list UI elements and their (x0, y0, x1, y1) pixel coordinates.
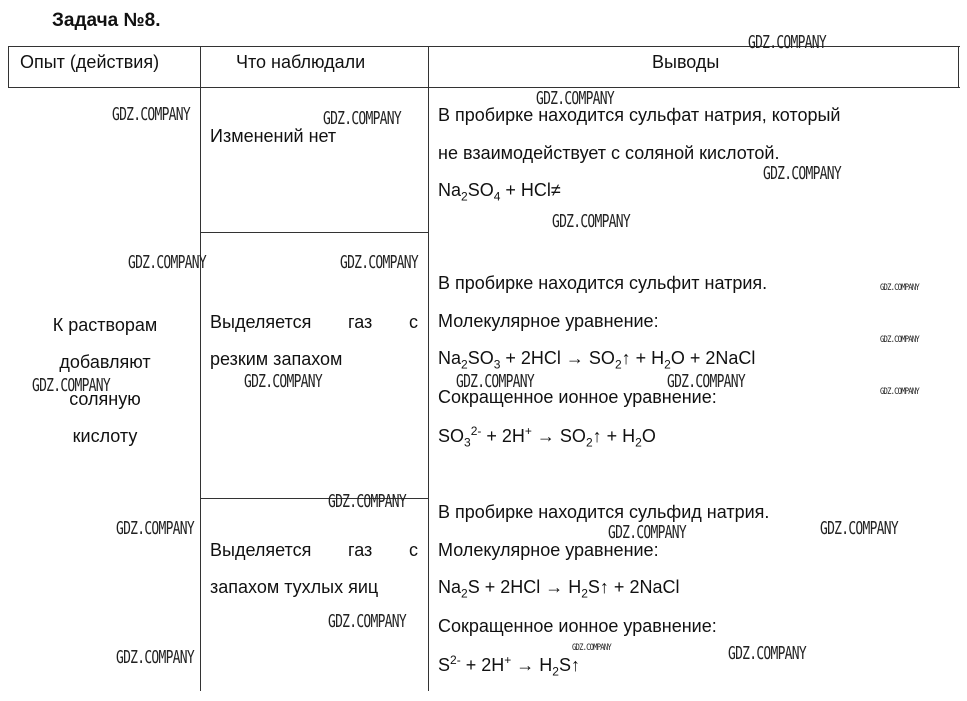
eq-part: O (641, 426, 656, 446)
molecular-label: Молекулярное уравнение: (438, 540, 659, 560)
watermark: GDZ.COMPANY (328, 611, 406, 632)
header-observation: Что наблюдали (236, 52, 366, 72)
word: с (408, 540, 418, 560)
watermark: GDZ.COMPANY (340, 252, 418, 273)
eq-sub: 2 (581, 586, 588, 601)
molecular-label: Молекулярное уравнение: (438, 311, 659, 331)
eq-part: + 2HCl → SO (500, 348, 615, 368)
ionic-label: Сокращенное ионное уравнение: (438, 387, 717, 407)
watermark: GDZ.COMPANY (572, 643, 611, 653)
observation-line: резким запахом (210, 349, 343, 369)
eq-part: O + 2NaCl (670, 348, 756, 368)
header-experiment: Опыт (действия) (20, 52, 160, 72)
page-title: Задача №8. (52, 10, 161, 31)
experiment-line: добавляют (59, 352, 151, 372)
table-right-border (958, 46, 959, 88)
eq-sub: 2 (664, 357, 671, 372)
experiment-line: соляную (69, 389, 141, 409)
eq-part: SO (467, 180, 494, 200)
eq-sub: 2 (461, 189, 468, 204)
watermark: GDZ.COMPANY (116, 647, 194, 668)
conclusion-line: В пробирке находится сульфат натрия, который (438, 105, 841, 125)
word: с (408, 312, 418, 332)
experiment-line: К растворам (52, 315, 158, 335)
eq-part: + 2H (460, 655, 505, 675)
eq-part: S↑ + 2NaCl (587, 577, 680, 597)
watermark: GDZ.COMPANY (728, 643, 806, 664)
watermark: GDZ.COMPANY (748, 32, 826, 53)
word: Выделяется (210, 540, 312, 560)
header-conclusions: Выводы (652, 52, 720, 72)
watermark: GDZ.COMPANY (456, 371, 534, 392)
eq-sub: 4 (493, 189, 501, 204)
watermark: GDZ.COMPANY (880, 335, 919, 345)
watermark: GDZ.COMPANY (244, 371, 322, 392)
eq-part: → H (511, 655, 553, 675)
molecular-equation (438, 577, 679, 601)
watermark: GDZ.COMPANY (323, 108, 401, 129)
eq-sub: 3 (464, 435, 471, 450)
eq-sub: 2 (461, 357, 468, 372)
word: газ (348, 540, 373, 560)
watermark: GDZ.COMPANY (116, 518, 194, 539)
watermark: GDZ.COMPANY (880, 387, 919, 397)
column-divider-1 (200, 46, 201, 691)
experiment-line: кислоту (72, 426, 138, 446)
eq-part: Na (438, 348, 462, 368)
eq-sup: + (504, 653, 512, 667)
eq-sup: + (524, 424, 532, 438)
watermark: GDZ.COMPANY (536, 88, 614, 109)
watermark: GDZ.COMPANY (820, 518, 898, 539)
row-divider-1 (200, 232, 429, 233)
observation-cell (210, 532, 418, 606)
watermark: GDZ.COMPANY (128, 252, 206, 273)
eq-sub: 2 (635, 435, 642, 450)
observation-cell (210, 304, 418, 378)
eq-sup: 2- (450, 653, 461, 667)
conclusion-line: В пробирке находится сульфид натрия. (438, 502, 770, 522)
watermark: GDZ.COMPANY (763, 163, 841, 184)
eq-part: Na (438, 577, 462, 597)
eq-part: SO (438, 426, 465, 446)
watermark: GDZ.COMPANY (328, 491, 406, 512)
eq-part: + HCl≠ (500, 180, 561, 200)
observation-line: запахом тухлых яиц (210, 577, 379, 597)
eq-part: ↑ + H (592, 426, 636, 446)
conclusion-line: не взаимодействует с соляной кислотой. (438, 143, 780, 163)
ionic-equation (438, 424, 656, 450)
eq-sub: 2 (585, 435, 593, 450)
ionic-label: Сокращенное ионное уравнение: (438, 616, 717, 636)
column-divider-2 (428, 46, 429, 691)
header-bottom-border (8, 87, 960, 88)
eq-part: SO (467, 348, 494, 368)
eq-sub: 2 (614, 357, 622, 372)
word: газ (348, 312, 373, 332)
eq-part: S↑ (558, 655, 580, 675)
eq-sub: 3 (493, 357, 501, 372)
chemical-equation (438, 180, 561, 204)
watermark: GDZ.COMPANY (32, 375, 110, 396)
eq-part: ↑ + H (621, 348, 665, 368)
conclusion-line: В пробирке находится сульфит натрия. (438, 273, 768, 293)
eq-part: S + 2HCl → H (467, 577, 582, 597)
ionic-equation (438, 653, 580, 679)
eq-part: Na (438, 180, 462, 200)
watermark: GDZ.COMPANY (112, 104, 190, 125)
observation-line: Изменений нет (210, 126, 337, 146)
eq-part: S (438, 655, 451, 675)
eq-sub: 2 (552, 664, 559, 679)
watermark: GDZ.COMPANY (552, 211, 630, 232)
table-left-border (8, 46, 9, 88)
watermark: GDZ.COMPANY (608, 522, 686, 543)
watermark: GDZ.COMPANY (880, 283, 919, 293)
observation-line (210, 532, 418, 569)
observation-line (210, 304, 418, 341)
watermark: GDZ.COMPANY (667, 371, 745, 392)
molecular-equation (438, 348, 755, 372)
eq-part: + 2H (481, 426, 525, 446)
word: Выделяется (210, 312, 312, 332)
eq-part: → SO (531, 426, 586, 446)
eq-sub: 2 (461, 586, 468, 601)
eq-sup: 2- (470, 424, 482, 438)
